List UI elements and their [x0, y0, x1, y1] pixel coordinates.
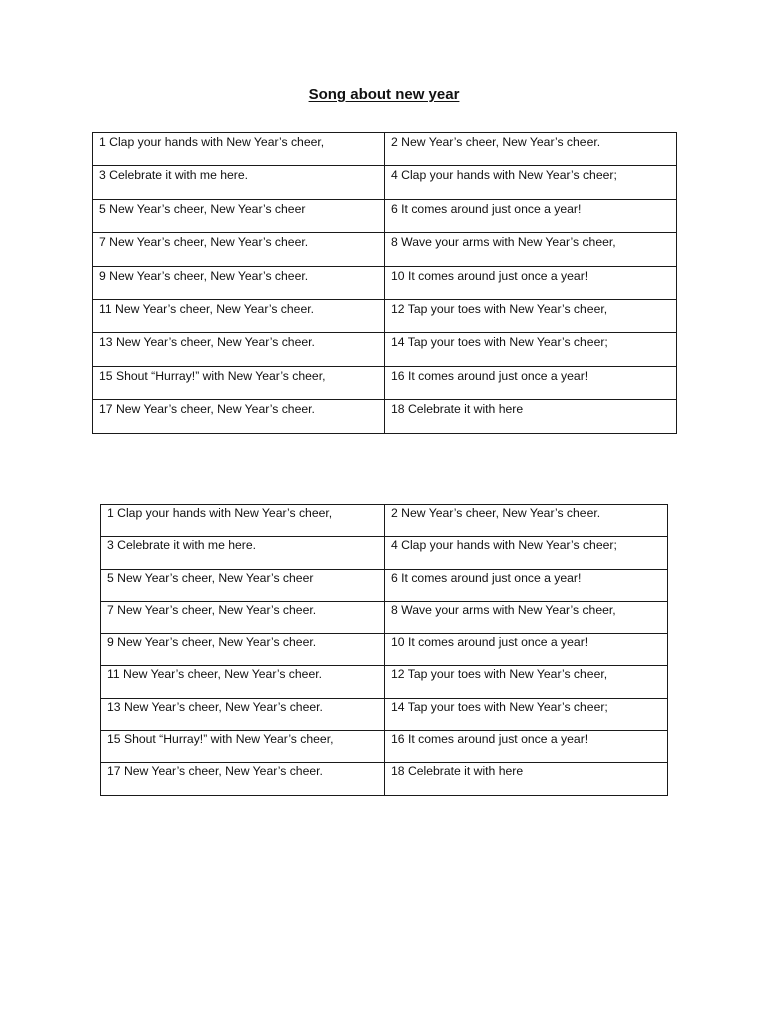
- table-cell: 2 New Year’s cheer, New Year’s cheer.: [385, 505, 668, 537]
- table-row: [101, 569, 668, 601]
- table-cell: 5 New Year’s cheer, New Year’s cheer: [93, 199, 385, 232]
- table-cell: 15 Shout “Hurray!” with New Year’s cheer,: [93, 366, 385, 399]
- table-cell: 6 It comes around just once a year!: [385, 569, 668, 601]
- table-row: [101, 698, 668, 730]
- table-cell: 17 New Year’s cheer, New Year’s cheer.: [101, 763, 385, 795]
- table-cell: 4 Clap your hands with New Year’s cheer;: [385, 166, 677, 199]
- table-row: [101, 666, 668, 698]
- table-cell: 5 New Year’s cheer, New Year’s cheer: [101, 569, 385, 601]
- table-cell: 8 Wave your arms with New Year’s cheer,: [385, 233, 677, 266]
- table-cell: 9 New Year’s cheer, New Year’s cheer.: [101, 634, 385, 666]
- song-lines-table-1: [92, 132, 677, 434]
- table-row: [93, 199, 677, 232]
- table-cell: 3 Celebrate it with me here.: [101, 537, 385, 569]
- table-cell: 12 Tap your toes with New Year’s cheer,: [385, 666, 668, 698]
- table-row: [101, 505, 668, 537]
- table-cell: 13 New Year’s cheer, New Year’s cheer.: [93, 333, 385, 366]
- table-row: [101, 537, 668, 569]
- table-row: [101, 634, 668, 666]
- table-cell: 6 It comes around just once a year!: [385, 199, 677, 232]
- table-cell: 12 Tap your toes with New Year’s cheer,: [385, 299, 677, 332]
- table-cell: 7 New Year’s cheer, New Year’s cheer.: [101, 601, 385, 633]
- song-lines-table-2: [100, 504, 668, 796]
- table-cell: 17 New Year’s cheer, New Year’s cheer.: [93, 400, 385, 433]
- table-row: [93, 366, 677, 399]
- table-row: [93, 400, 677, 433]
- table-cell: 1 Clap your hands with New Year’s cheer,: [101, 505, 385, 537]
- table-cell: 16 It comes around just once a year!: [385, 366, 677, 399]
- table-cell: 9 New Year’s cheer, New Year’s cheer.: [93, 266, 385, 299]
- table-row: [93, 299, 677, 332]
- table-cell: 13 New Year’s cheer, New Year’s cheer.: [101, 698, 385, 730]
- table-row: [93, 133, 677, 166]
- table-cell: 14 Tap your toes with New Year’s cheer;: [385, 698, 668, 730]
- table-cell: 18 Celebrate it with here: [385, 763, 668, 795]
- table-cell: 14 Tap your toes with New Year’s cheer;: [385, 333, 677, 366]
- table-row: [93, 266, 677, 299]
- table-cell: 8 Wave your arms with New Year’s cheer,: [385, 601, 668, 633]
- table-row: [101, 601, 668, 633]
- table-cell: 1 Clap your hands with New Year’s cheer,: [93, 133, 385, 166]
- table-cell: 11 New Year’s cheer, New Year’s cheer.: [101, 666, 385, 698]
- table-row: [93, 233, 677, 266]
- table-cell: 10 It comes around just once a year!: [385, 266, 677, 299]
- table-row: [93, 333, 677, 366]
- table-cell: 11 New Year’s cheer, New Year’s cheer.: [93, 299, 385, 332]
- table-cell: 7 New Year’s cheer, New Year’s cheer.: [93, 233, 385, 266]
- table-cell: 18 Celebrate it with here: [385, 400, 677, 433]
- table-row: [101, 731, 668, 763]
- table-cell: 2 New Year’s cheer, New Year’s cheer.: [385, 133, 677, 166]
- table-cell: 3 Celebrate it with me here.: [93, 166, 385, 199]
- page-title: Song about new year: [308, 86, 460, 103]
- table-cell: 15 Shout “Hurray!” with New Year’s cheer,: [101, 731, 385, 763]
- table-cell: 10 It comes around just once a year!: [385, 634, 668, 666]
- table-row: [93, 166, 677, 199]
- table-cell: 16 It comes around just once a year!: [385, 731, 668, 763]
- table-cell: 4 Clap your hands with New Year’s cheer;: [385, 537, 668, 569]
- table-row: [101, 763, 668, 795]
